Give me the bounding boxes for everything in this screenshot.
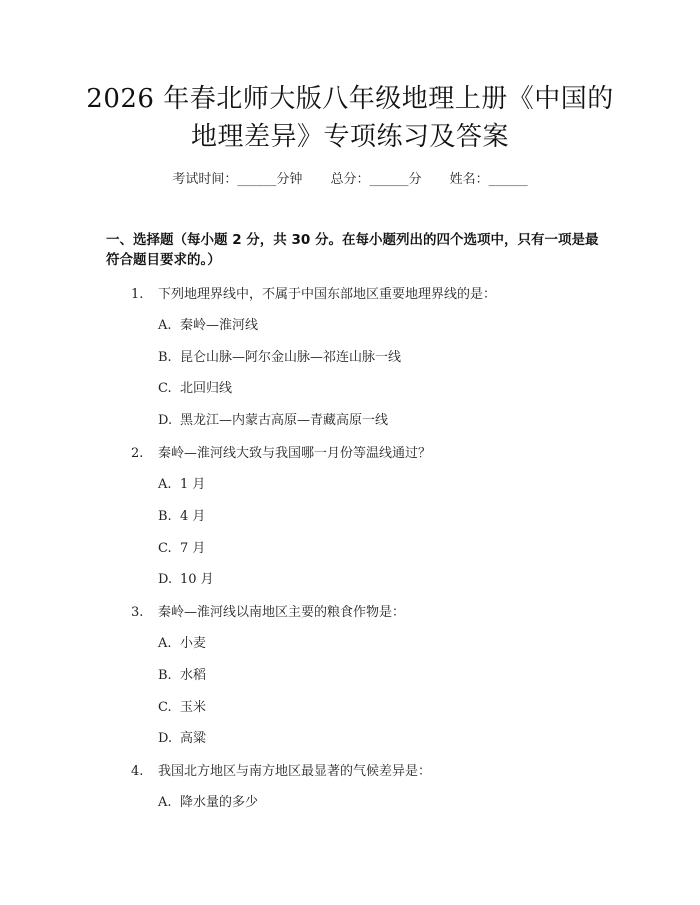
option-letter: D. — [158, 413, 173, 428]
option-letter: C. — [158, 700, 172, 715]
option — [158, 664, 206, 683]
option-text: 北回归线 — [180, 381, 233, 396]
option-letter: B. — [158, 350, 172, 365]
option — [158, 505, 205, 524]
document-title-line-2: 地理差异》专项练习及答案 — [190, 122, 509, 152]
option-letter: C. — [158, 541, 172, 556]
option — [158, 568, 214, 587]
option-letter: A. — [158, 318, 172, 333]
option — [158, 409, 388, 428]
option-letter: A. — [158, 636, 172, 651]
question-stem: 秦岭—淮河线大致与我国哪一月份等温线通过？ — [158, 446, 432, 461]
option-text: 高粱 — [180, 731, 207, 746]
question-stem: 下列地理界线中，不属于中国东部地区重要地理界线的是： — [158, 287, 497, 302]
option — [158, 696, 206, 715]
option — [158, 377, 232, 396]
total-score-field: 总分：______分 — [330, 172, 422, 187]
question-1 — [131, 283, 496, 302]
option — [158, 473, 205, 492]
document-title-line-1: 2026 年春北师大版八年级地理上册《中国的 — [86, 84, 614, 114]
exam-meta — [0, 168, 700, 187]
question-number: 1. — [131, 287, 144, 302]
question-stem: 我国北方地区与南方地区最显著的气候差异是： — [158, 764, 432, 779]
exam-time-field: 考试时间：______分钟 — [172, 172, 303, 187]
option-letter: C. — [158, 381, 172, 396]
question-number: 4. — [131, 764, 144, 779]
question-4 — [131, 760, 431, 779]
student-name-field: 姓名：______ — [449, 172, 528, 187]
option-text: 小麦 — [180, 636, 207, 651]
option — [158, 632, 206, 651]
option-text: 1 月 — [180, 477, 206, 492]
question-2 — [131, 442, 431, 461]
option-text: 黑龙江—内蒙古高原—青藏高原一线 — [180, 413, 389, 428]
option-letter: B. — [158, 668, 172, 683]
question-number: 2. — [131, 446, 144, 461]
option-text: 7 月 — [180, 541, 206, 556]
option — [158, 537, 205, 556]
option-text: 10 月 — [180, 572, 214, 587]
option-text: 秦岭—淮河线 — [180, 318, 259, 333]
option-letter: A. — [158, 795, 172, 810]
option — [158, 727, 206, 746]
option-text: 4 月 — [180, 509, 206, 524]
option — [158, 346, 401, 365]
option-text: 降水量的多少 — [180, 795, 259, 810]
option — [158, 314, 258, 333]
question-3 — [131, 601, 405, 620]
option-letter: B. — [158, 509, 172, 524]
option-letter: A. — [158, 477, 172, 492]
option-text: 水稻 — [180, 668, 207, 683]
option-letter: D. — [158, 572, 173, 587]
option-text: 玉米 — [180, 700, 207, 715]
option-letter: D. — [158, 731, 173, 746]
question-stem: 秦岭—淮河线以南地区主要的粮食作物是： — [158, 605, 406, 620]
option — [158, 791, 258, 810]
option-text: 昆仑山脉—阿尔金山脉—祁连山脉一线 — [180, 350, 402, 365]
question-number: 3. — [131, 605, 144, 620]
section-heading: 一、选择题（每小题 2 分，共 30 分。在每小题列出的四个选项中，只有一项是最符合题目要求的。） — [106, 232, 599, 268]
